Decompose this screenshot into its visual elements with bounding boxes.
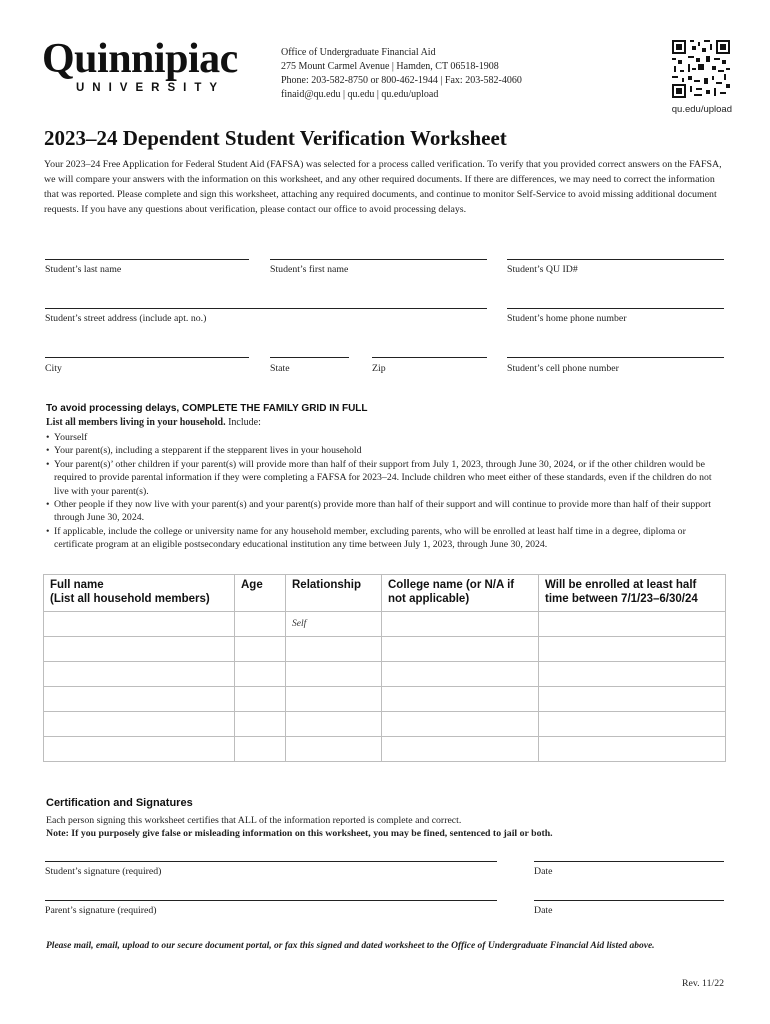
- last-name-label: Student’s last name: [45, 264, 122, 275]
- certification-note: Note: If you purposely give false or misleading information on this worksheet, you may be fined, sentenced to jail or both.: [46, 828, 553, 839]
- cell-full-name[interactable]: [44, 737, 235, 762]
- mail-instructions: Please mail, email, upload to our secure document portal, or fax this signed and dated worksheet to the Office of Undergraduate Financial Aid listed above.: [46, 941, 655, 951]
- cell-relationship[interactable]: [286, 687, 382, 712]
- bullet-item: • Your parent(s)’ other children if your parent(s) will provide more than half of their support from July 1, 2023, through June 30, 2024, or if the other children would be required to provide parental information if they were completing a FAFSA for 2023–24. Include children who meet either of these standards, even if the children do not live with your parent(s).: [46, 458, 726, 498]
- bullet-item: • Your parent(s), including a stepparent if the stepparent lives in your household: [46, 444, 726, 457]
- home-phone-field[interactable]: [507, 308, 724, 309]
- cell-college[interactable]: [382, 612, 539, 637]
- family-grid-heading: To avoid processing delays, COMPLETE THE FAMILY GRID IN FULL: [46, 403, 368, 414]
- family-sub-rest: Include:: [225, 417, 261, 428]
- zip-label: Zip: [372, 363, 386, 374]
- contact-line-phone: Phone: 203-582-8750 or 800-462-1944 | Fax: 203-582-4060: [281, 75, 522, 86]
- city-label: City: [45, 363, 62, 374]
- first-name-label: Student’s first name: [270, 264, 349, 275]
- home-phone-label: Student’s home phone number: [507, 313, 627, 324]
- cell-enrolled[interactable]: [539, 712, 726, 737]
- cell-relationship[interactable]: [286, 637, 382, 662]
- cell-enrolled[interactable]: [539, 662, 726, 687]
- cell-age[interactable]: [235, 737, 286, 762]
- parent-signature-field[interactable]: [45, 900, 497, 901]
- cell-enrolled[interactable]: [539, 637, 726, 662]
- col-enrolled-half-time: Will be enrolled at least half time between 7/1/23–6/30/24: [539, 575, 726, 612]
- cell-relationship: Self: [286, 612, 382, 637]
- student-date-field[interactable]: [534, 861, 724, 862]
- university-logo: Quinnipiac: [42, 36, 238, 82]
- family-grid-subheading: [46, 417, 261, 428]
- cell-age[interactable]: [235, 637, 286, 662]
- table-row: [44, 712, 726, 737]
- certification-line: Each person signing this worksheet certifies that ALL of the information reported is complete and correct.: [46, 815, 462, 826]
- qu-id-field[interactable]: [507, 259, 724, 260]
- student-date-label: Date: [534, 866, 553, 877]
- certification-heading: Certification and Signatures: [46, 797, 193, 809]
- cell-phone-field[interactable]: [507, 357, 724, 358]
- student-signature-label: Student’s signature (required): [45, 866, 162, 877]
- col-relationship: Relationship: [286, 575, 382, 612]
- col-age: Age: [235, 575, 286, 612]
- parent-signature-label: Parent’s signature (required): [45, 905, 157, 916]
- bullet-item: • Other people if they now live with your parent(s) and your parent(s) provide more than half of their support and will continue to provide more than half of their support through June 30, 2024.: [46, 498, 726, 525]
- page-title: 2023–24 Dependent Student Verification Worksheet: [44, 126, 507, 150]
- cell-enrolled[interactable]: [539, 612, 726, 637]
- table-row: [44, 737, 726, 762]
- university-logo-sub: UNIVERSITY: [76, 82, 226, 94]
- cell-relationship[interactable]: [286, 662, 382, 687]
- cell-age[interactable]: [235, 712, 286, 737]
- first-name-field[interactable]: [270, 259, 487, 260]
- parent-date-field[interactable]: [534, 900, 724, 901]
- cell-relationship[interactable]: [286, 712, 382, 737]
- cell-full-name[interactable]: [44, 687, 235, 712]
- cell-enrolled[interactable]: [539, 737, 726, 762]
- household-bullet-list: [46, 431, 726, 552]
- office-contact-block: [281, 46, 522, 102]
- cell-full-name[interactable]: [44, 662, 235, 687]
- family-sub-bold: List all members living in your household.: [46, 417, 226, 428]
- street-address-label: Student’s street address (include apt. no.): [45, 313, 207, 324]
- city-field[interactable]: [45, 357, 249, 358]
- cell-age[interactable]: [235, 662, 286, 687]
- bullet-item: • If applicable, include the college or university name for any household member, excluding parents, who will be enrolled at least half time in a degree, diploma or certificate program at an eligible postsecondary educational institution any time between July 1, 2023, through June 30, 2024.: [46, 525, 726, 552]
- cell-full-name[interactable]: [44, 637, 235, 662]
- cell-college[interactable]: [382, 712, 539, 737]
- qr-code-icon[interactable]: [672, 40, 730, 98]
- qr-caption: qu.edu/upload: [671, 104, 732, 115]
- cell-age[interactable]: [235, 612, 286, 637]
- table-row: [44, 637, 726, 662]
- cell-phone-label: Student’s cell phone number: [507, 363, 619, 374]
- last-name-field[interactable]: [45, 259, 249, 260]
- table-row: [44, 662, 726, 687]
- revision-label: Rev. 11/22: [682, 978, 724, 989]
- col-college-name: College name (or N/A if not applicable): [382, 575, 539, 612]
- state-field[interactable]: [270, 357, 349, 358]
- student-signature-field[interactable]: [45, 861, 497, 862]
- state-label: State: [270, 363, 290, 374]
- cell-age[interactable]: [235, 687, 286, 712]
- contact-line-office: Office of Undergraduate Financial Aid: [281, 47, 436, 58]
- intro-paragraph: Your 2023–24 Free Application for Federal Student Aid (FAFSA) was selected for a process called verification. To verify that you provided correct answers on the FAFSA, we will compare your answers with the information on this worksheet, and any other required documents. If there are differences, we may need to correct the information that was reported. Please complete and sign this worksheet, attaching any required documents, and continue to monitor Self-Service to avoid missing additional document requests. If you have any questions about verification, please contact our office to avoid processing delays.: [44, 159, 722, 215]
- cell-full-name[interactable]: [44, 612, 235, 637]
- qu-id-label: Student’s QU ID#: [507, 264, 578, 275]
- cell-college[interactable]: [382, 662, 539, 687]
- cell-enrolled[interactable]: [539, 687, 726, 712]
- cell-college[interactable]: [382, 637, 539, 662]
- cell-relationship[interactable]: [286, 737, 382, 762]
- table-row: [44, 687, 726, 712]
- bullet-item: • Yourself: [46, 431, 726, 444]
- parent-date-label: Date: [534, 905, 553, 916]
- table-row: [44, 612, 726, 637]
- zip-field[interactable]: [372, 357, 487, 358]
- contact-line-web: finaid@qu.edu | qu.edu | qu.edu/upload: [281, 89, 439, 100]
- col-full-name: Full name (List all household members): [44, 575, 235, 612]
- family-grid-table: [43, 574, 726, 762]
- street-address-field[interactable]: [45, 308, 487, 309]
- contact-line-address: 275 Mount Carmel Avenue | Hamden, CT 06518-1908: [281, 61, 499, 72]
- cell-full-name[interactable]: [44, 712, 235, 737]
- cell-college[interactable]: [382, 737, 539, 762]
- cell-college[interactable]: [382, 687, 539, 712]
- certification-text: [46, 814, 726, 840]
